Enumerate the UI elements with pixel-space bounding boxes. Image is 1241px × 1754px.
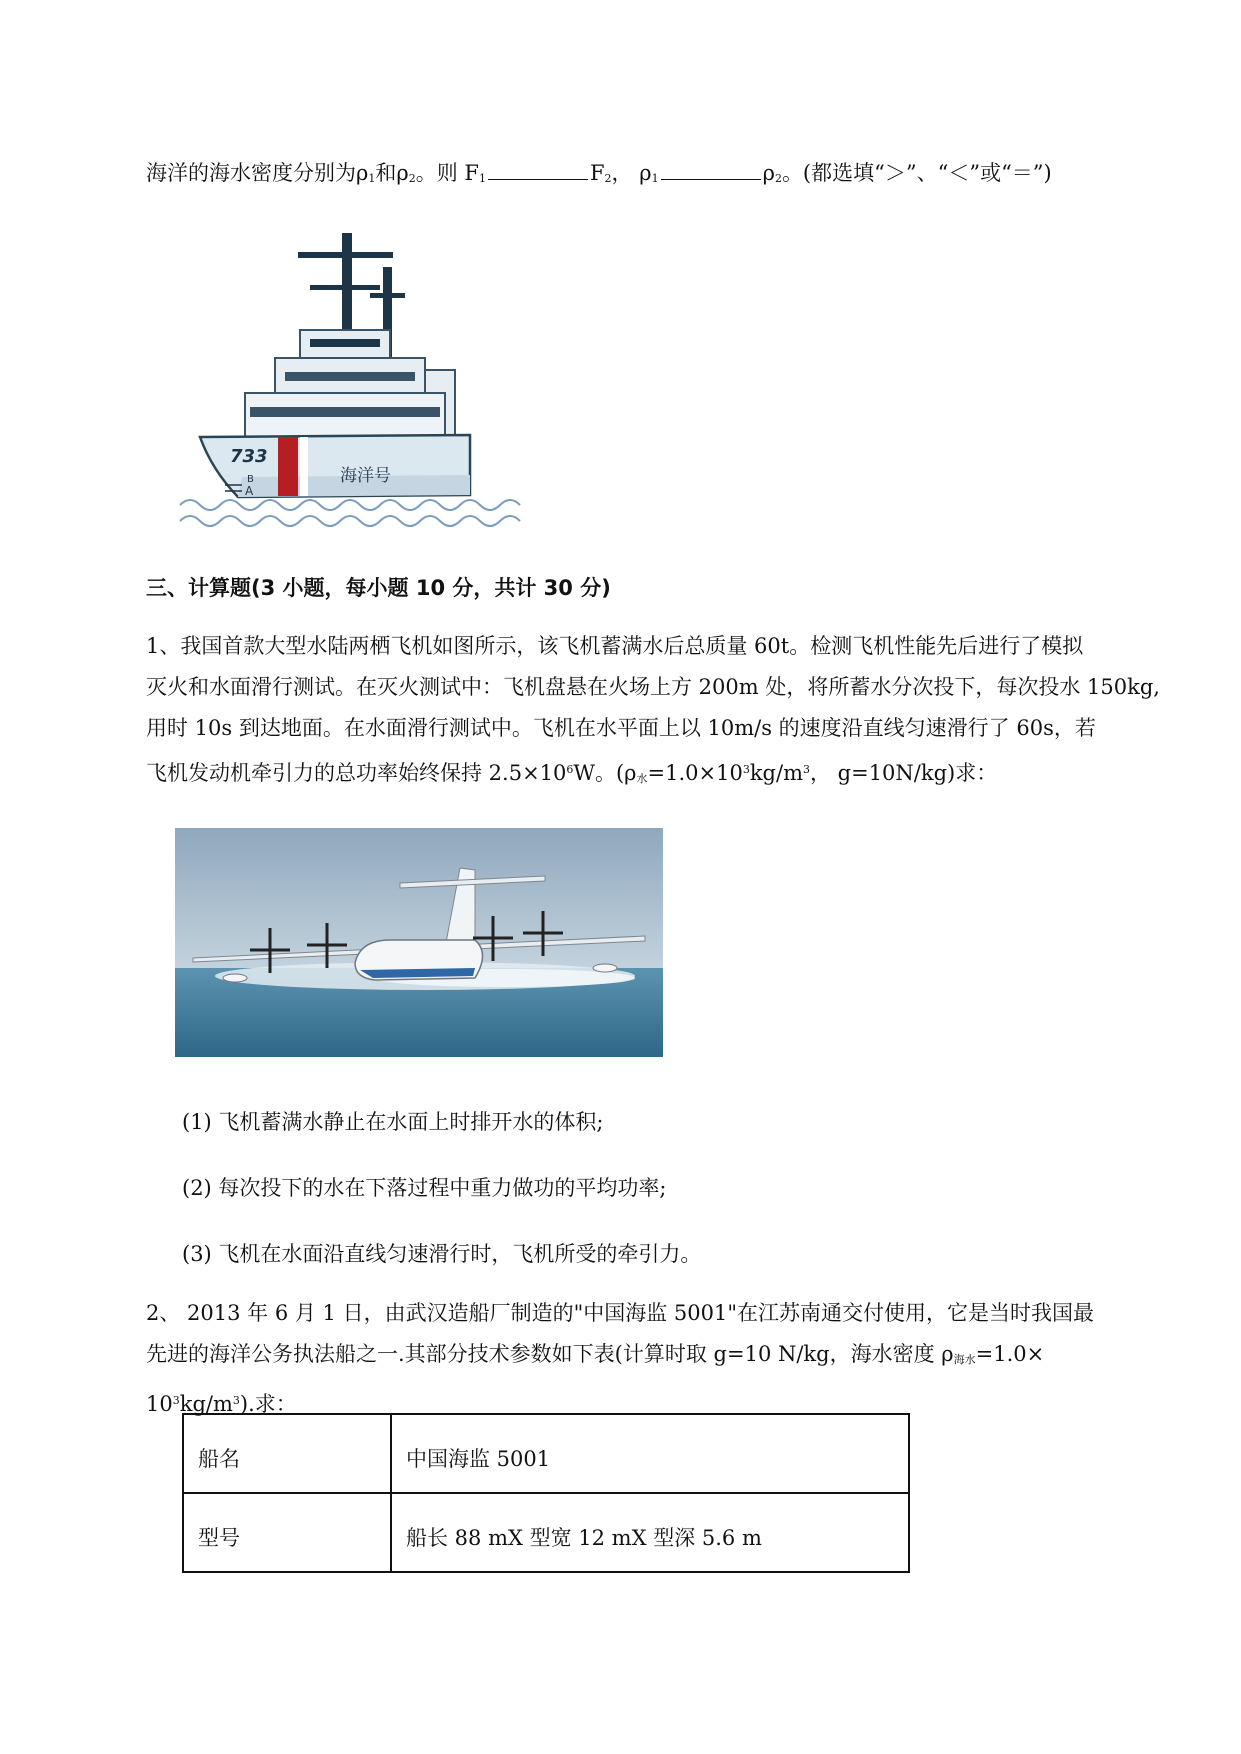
hull-stripe	[278, 437, 298, 496]
ship-illustration	[170, 225, 530, 530]
question-2: 2、 2013 年 6 月 1 日，由武汉造船厂制造的"中国海监 5001"在江苏南通交付使用，它是当时我国最 先进的海洋公务执法船之一.其部分技术参数如下表(计算时取 g=10 N/kg，海水密度 $\rho_{海水}=1.0\times$ $10^3kg/m^3$).求：	[146, 1301, 1095, 1416]
waterline-mark-b: B	[247, 474, 254, 485]
amphibious-plane-photo	[175, 828, 663, 1057]
wave-line-1	[180, 500, 520, 510]
section-heading: 三、计算题(3 小题，每小题 10 分，共计 30 分)	[146, 576, 611, 600]
table-key: 型号	[183, 1493, 391, 1572]
spec-table	[182, 1413, 910, 1573]
fill-blank-line: 海洋的海水密度分别为$\rho_1$和$\rho_2$。则 $F_1$ $F_2$， $\rho_1$ $\rho_2$。(都选填“＞”、“＜”或“＝”)	[146, 161, 1052, 185]
sub-question-2: (2) 每次投下的水在下落过程中重力做功的平均功率;	[182, 1176, 667, 1200]
question-1: 1、我国首款大型水陆两栖飞机如图所示，该飞机蓄满水后总质量 60t。检测飞机性能先后进行了模拟 灭火和水面滑行测试。在灭火测试中：飞机盘悬在火场上方 200m 处，将所蓄水分次投下，每次投水 150kg, 用时 10s 到达地面。在水面滑行测试中。飞机在水平面上以 10m/s 的速度沿直线匀速滑行了 60s，若 飞机发动机牵引力的总功率始终保持 $2.5\times 10^6W$。($\rho_水=1.0\times 10^3kg/m^3$， g=10N/kg)求：	[146, 634, 1160, 785]
hull-number: 733	[230, 446, 268, 467]
answer-blank-2[interactable]	[661, 161, 761, 180]
sub-question-3: (3) 飞机在水面沿直线匀速滑行时，飞机所受的牵引力。	[182, 1242, 702, 1266]
table-value: 中国海监 5001	[391, 1414, 909, 1493]
ship-name-label: 海洋号	[340, 466, 391, 486]
table-row	[183, 1414, 909, 1493]
answer-blank-1[interactable]	[488, 161, 588, 180]
table-value: 船长 88 mX 型宽 12 mX 型深 5.6 m	[391, 1493, 909, 1572]
mast-yard	[298, 252, 393, 258]
table-key: 船名	[183, 1414, 391, 1493]
right-float	[593, 964, 617, 972]
waterline-mark-a: A	[245, 484, 254, 498]
wave-line-2	[180, 516, 520, 526]
sub-question-1: (1) 飞机蓄满水静止在水面上时排开水的体积;	[182, 1110, 604, 1134]
text: 海洋的海水密度分别为ρ	[146, 161, 369, 185]
left-float	[223, 974, 247, 982]
table-row	[183, 1493, 909, 1572]
